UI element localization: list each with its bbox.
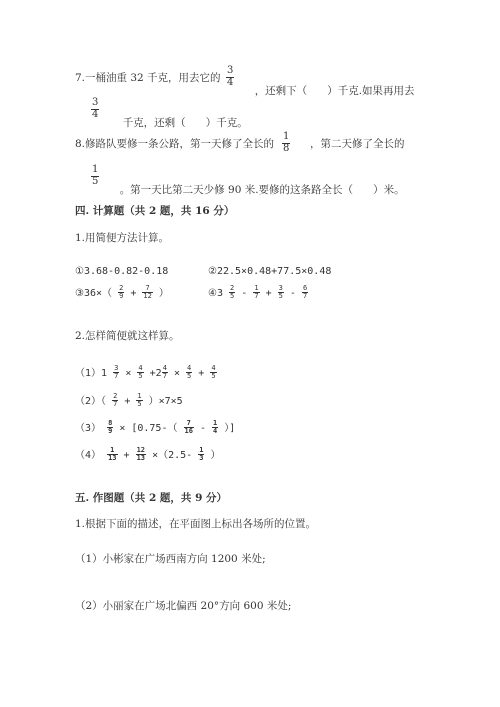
q8-line1 — [75, 138, 274, 151]
q7-line1 — [75, 72, 221, 85]
q7-text-4: 千克，还剩（ — [122, 116, 186, 129]
q8-text-2: ，第二天修了全长的 — [310, 138, 405, 150]
q7-blank-2 — [186, 117, 206, 129]
operator: - — [289, 287, 296, 299]
q7-frac2-numerator: 3 — [92, 97, 99, 108]
section-5-item-1: （1）小彬家在广场西南方向 1200 米处; — [75, 553, 266, 565]
q7-text-2: ，还剩下（ — [254, 84, 308, 97]
operator: + — [265, 287, 272, 299]
section-4-title: 四. 计算题（共 2 题，共 16 分） — [75, 205, 235, 217]
q7-frac1-numerator: 3 — [227, 65, 234, 76]
fraction-denominator: 12 — [143, 292, 152, 301]
q7-frac1-denominator: 4 — [227, 76, 234, 88]
fraction-denominator: 5 — [137, 400, 142, 409]
q7-line2 — [116, 104, 248, 129]
operator: + — [124, 395, 131, 407]
fraction-denominator: 7 — [254, 292, 259, 301]
expr-3 — [75, 285, 169, 301]
fraction-numerator: 3 — [278, 284, 283, 292]
operator: ） — [210, 449, 221, 461]
q7-text-1: 7.一桶油重 32 千克，用去它的 — [75, 72, 221, 84]
q7-fraction-1 — [226, 66, 234, 88]
sub-3 — [75, 420, 235, 436]
fraction-numerator: 12 — [136, 446, 146, 454]
fraction-numerator: 1 — [107, 447, 117, 455]
fraction-denominator: 16 — [184, 427, 193, 436]
operator: - — [199, 422, 207, 434]
q8-frac2-denominator: 5 — [92, 175, 99, 187]
expr-4 — [208, 285, 308, 301]
fraction-denominator: 7 — [113, 400, 118, 409]
operator: + — [198, 367, 205, 379]
q8-line2 — [113, 171, 405, 196]
fraction-numerator: 6 — [302, 284, 308, 292]
section-5-title: 五. 作图题（共 2 题，共 9 分） — [75, 492, 228, 504]
expr-2: ②22.5×0.48+77.5×0.48 — [208, 266, 332, 277]
fraction-denominator: 7 — [114, 372, 119, 381]
operator: ×（2.5- — [152, 449, 193, 461]
fraction-denominator: 9 — [108, 427, 113, 436]
fraction-denominator: 5 — [278, 292, 283, 301]
fraction-denominator: 7 — [162, 372, 167, 381]
sub-3-label: （3） — [75, 422, 102, 434]
fraction-numerator: 7 — [142, 285, 152, 293]
fraction-numerator: 4 — [162, 364, 167, 372]
expr-3-prefix: ③36×（ — [75, 287, 113, 299]
expr-1: ①3.68-0.82-0.18 — [75, 266, 169, 277]
q8-line1-rest — [310, 138, 405, 151]
q8-text-3: 。第一天比第二天少修 90 米.要修的这条路全长（ — [119, 183, 354, 196]
fraction-numerator: 8 — [108, 419, 113, 427]
fraction-denominator: 5 — [211, 372, 216, 381]
q7-blank-1 — [307, 85, 327, 97]
operator: × [0.75-（ — [119, 422, 178, 434]
q8-frac1-numerator: 1 — [283, 131, 290, 142]
fraction-denominator: 5 — [138, 372, 143, 381]
fraction-numerator: 2 — [113, 392, 118, 400]
sub-4 — [75, 447, 220, 463]
q7-text-3: ）千克.如果再用去 — [327, 84, 415, 97]
operator: +2 — [149, 367, 162, 379]
q8-text-4: ）米。 — [373, 183, 405, 196]
q8-blank — [353, 184, 373, 196]
operator: + — [130, 287, 137, 299]
fraction-numerator: 4 — [211, 364, 216, 372]
fraction-denominator: 7 — [302, 292, 308, 301]
fraction-numerator: 3 — [114, 364, 119, 372]
operator: + — [123, 449, 130, 461]
fraction-numerator: 1 — [199, 446, 204, 454]
q8-frac2-numerator: 1 — [92, 164, 99, 175]
section-5-q1: 1.根据下面的描述，在平面图上标出各场所的位置。 — [75, 518, 317, 530]
q8-text-1: 8.修路队要修一条公路，第一天修了全长的 — [75, 138, 275, 150]
operator: × — [173, 367, 180, 379]
fraction-denominator: 13 — [136, 454, 146, 463]
expr-4-prefix: ④3 — [208, 287, 223, 299]
fraction-denominator: 4 — [213, 427, 218, 436]
operator: × — [125, 367, 132, 379]
q7-text-5: ）千克。 — [205, 116, 248, 129]
fraction-numerator: 2 — [230, 284, 235, 292]
sub-1 — [75, 365, 217, 381]
fraction-denominator: 3 — [199, 454, 204, 463]
q7-fraction-2 — [91, 98, 99, 120]
fraction-numerator: 4 — [138, 364, 143, 372]
sub-2-label: （2）（ — [75, 395, 107, 407]
q8-fraction-1 — [282, 132, 290, 154]
sub-1-label: （1）1 — [75, 367, 108, 379]
fraction-numerator: 7 — [184, 420, 194, 428]
fraction-denominator: 5 — [187, 372, 192, 381]
operator: - — [241, 287, 248, 299]
fraction-numerator: 1 — [137, 392, 142, 400]
fraction-denominator: 9 — [119, 292, 124, 301]
fraction-numerator: 4 — [187, 364, 192, 372]
sub-4-label: （4） — [75, 449, 102, 461]
q8-fraction-2 — [91, 165, 99, 187]
section-5-item-2: （2）小丽家在广场北偏西 20°方向 600 米处; — [75, 600, 292, 612]
operator: ）×7×5 — [148, 395, 183, 407]
q7-frac2-denominator: 4 — [92, 108, 99, 120]
q8-frac1-denominator: 8 — [283, 142, 290, 154]
operator: ）] — [224, 422, 236, 434]
fraction-numerator: 1 — [213, 419, 218, 427]
fraction-numerator: 2 — [119, 284, 124, 292]
fraction-numerator: 1 — [254, 284, 259, 292]
sub-2 — [75, 393, 183, 409]
section-4-q2-title: 2.怎样简便就这样算。 — [75, 330, 180, 342]
fraction-denominator: 13 — [108, 454, 117, 463]
q7-line1-rest — [248, 72, 415, 97]
fraction-denominator: 5 — [230, 292, 235, 301]
expr-3-suffix: ） — [158, 287, 169, 299]
section-4-q1-title: 1.用简便方法计算。 — [75, 232, 170, 244]
